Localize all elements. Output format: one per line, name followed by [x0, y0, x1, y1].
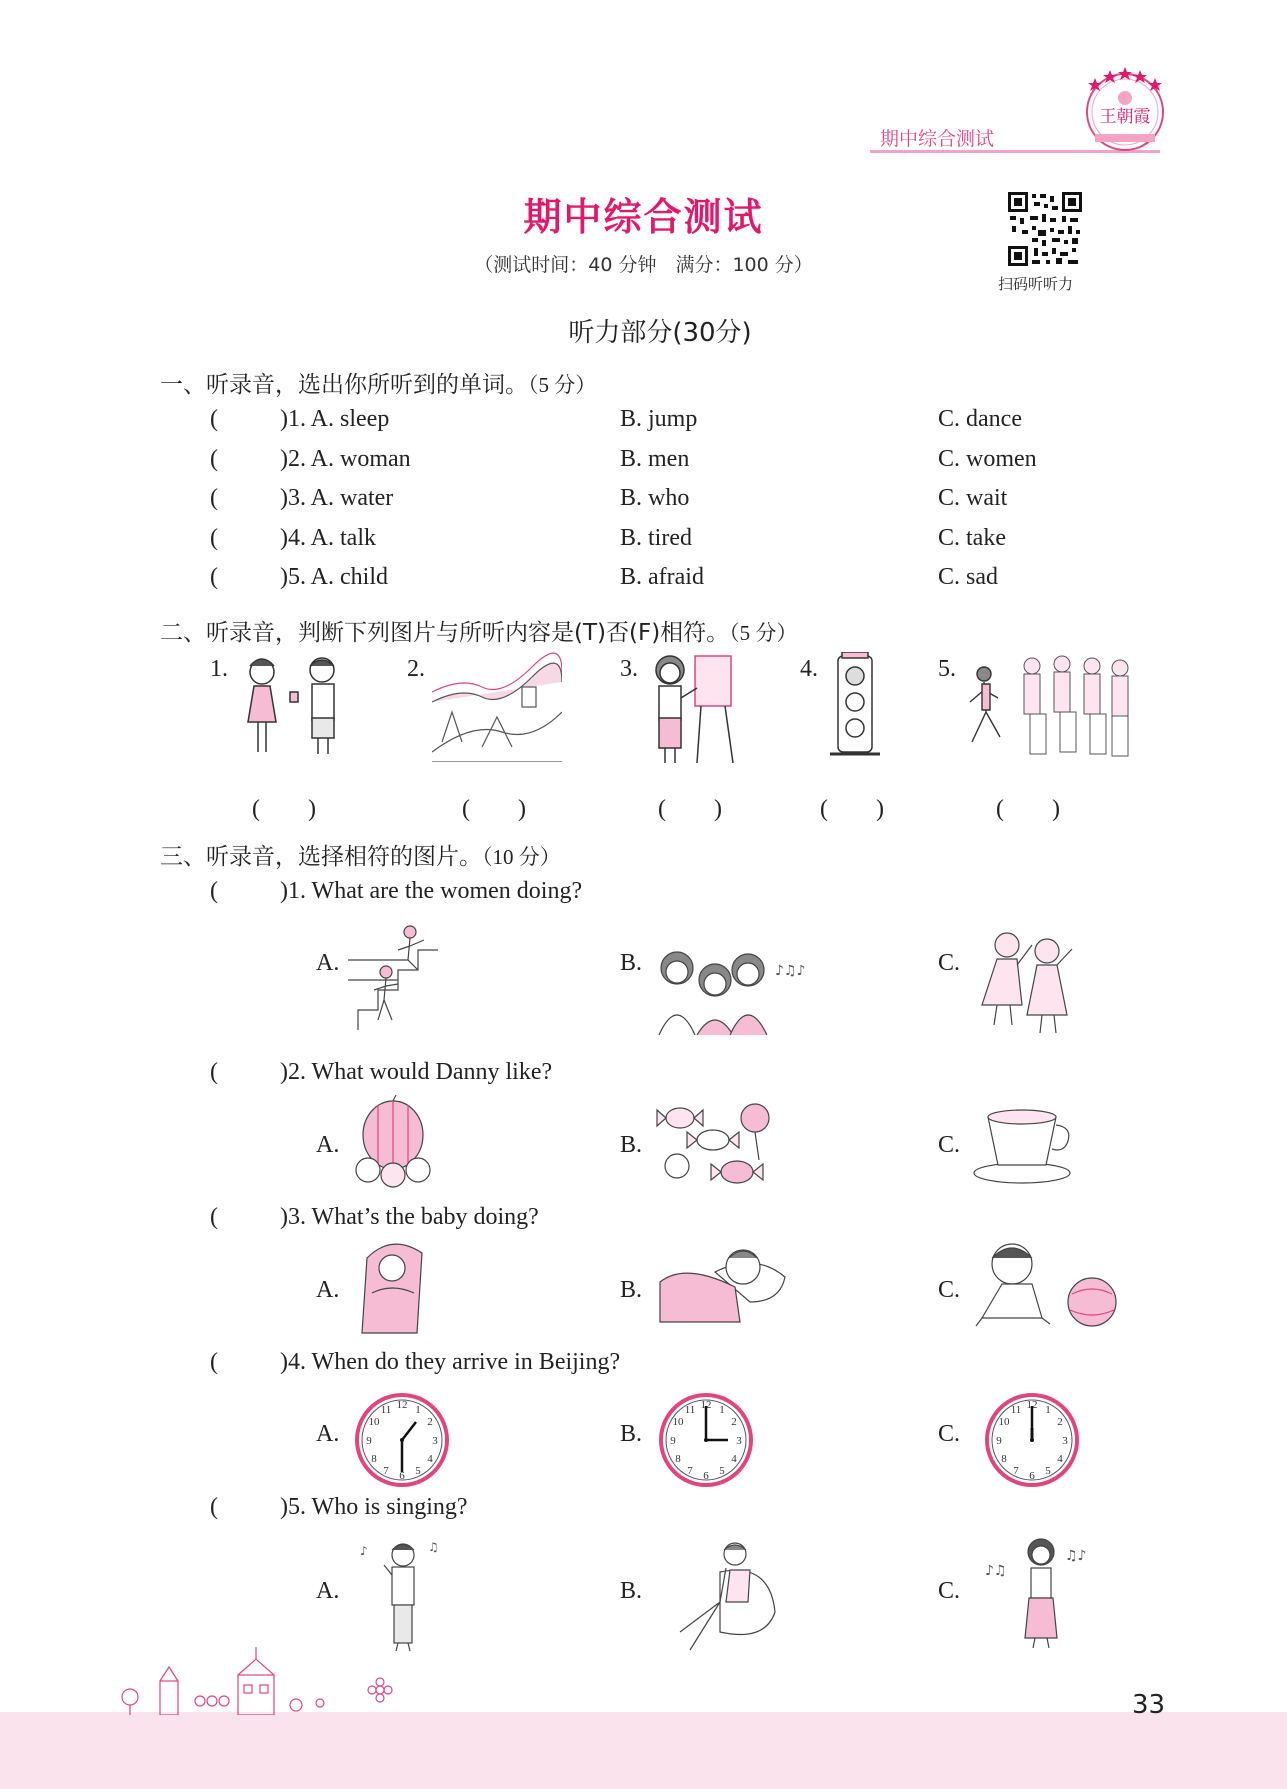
svg-text:8: 8 [371, 1453, 377, 1465]
option-a[interactable]: )2. A. woman [280, 446, 411, 472]
question-text: )1. What are the women doing? [280, 878, 583, 904]
section1-questions [210, 406, 1110, 606]
boy-painting-icon [645, 648, 745, 768]
question-text: )3. What’s the baby doing? [280, 1204, 539, 1230]
girl-singing-icon [985, 1530, 1095, 1650]
man-running-dancers-icon [962, 652, 1137, 772]
svg-text:11: 11 [380, 1404, 392, 1416]
picture-number: 2. [407, 656, 425, 682]
svg-text:♪♫♪: ♪♫♪ [775, 963, 806, 979]
option-label-b[interactable]: B. [620, 1578, 643, 1604]
clock-icon [658, 1392, 754, 1488]
svg-text:2: 2 [731, 1416, 737, 1428]
option-b[interactable]: B. jump [620, 406, 698, 432]
teacup-icon [970, 1105, 1075, 1185]
option-label-a[interactable]: A. [316, 1277, 340, 1303]
answer-paren-open[interactable]: ( [210, 446, 218, 472]
option-label-c[interactable]: C. [938, 1421, 961, 1447]
section1-points: （5 分） [528, 373, 597, 397]
picture-number: 1. [210, 656, 228, 682]
baby-crawling-ball-icon [972, 1238, 1122, 1333]
great-wall-icon [432, 652, 562, 762]
option-c[interactable]: C. wait [938, 485, 1008, 511]
man-singing-icon [358, 1535, 453, 1653]
option-label-a[interactable]: A. [316, 950, 340, 976]
svg-text:7: 7 [1013, 1465, 1019, 1477]
option-b[interactable]: B. men [620, 446, 690, 472]
women-dancing-icon [972, 925, 1082, 1035]
section1-row [210, 485, 1110, 525]
test-info: （测试时间：40 分钟 满分：100 分） [474, 254, 813, 276]
answer-blank[interactable]: ( ) [658, 796, 722, 822]
answer-blank[interactable]: ( ) [820, 796, 884, 822]
baby-sleeping-icon [655, 1232, 790, 1327]
option-c[interactable]: C. sad [938, 564, 998, 590]
option-a[interactable]: )1. A. sleep [280, 406, 390, 432]
woman-listening-music-icon [660, 1532, 785, 1654]
question-text: )4. When do they arrive in Beijing? [280, 1349, 621, 1375]
svg-text:♪♫: ♪♫ [985, 1563, 1007, 1579]
svg-text:5: 5 [719, 1465, 725, 1477]
answer-paren-open[interactable]: ( [210, 1059, 218, 1085]
question-text: )2. What would Danny like? [280, 1059, 553, 1085]
svg-text:9: 9 [996, 1435, 1002, 1447]
answer-blank[interactable]: ( ) [996, 796, 1060, 822]
option-a[interactable]: )4. A. talk [280, 525, 376, 551]
publisher-logo-icon [1075, 60, 1175, 160]
svg-text:9: 9 [366, 1435, 372, 1447]
svg-text:8: 8 [675, 1453, 681, 1465]
answer-paren-open[interactable]: ( [210, 878, 218, 904]
svg-text:2: 2 [1057, 1416, 1063, 1428]
option-label-b[interactable]: B. [620, 1132, 643, 1158]
answer-blank[interactable]: ( ) [252, 796, 316, 822]
picture-number: 5. [938, 656, 956, 682]
two-children-icon [232, 652, 352, 762]
logo-text: 王朝霞 [1099, 107, 1151, 127]
svg-text:6: 6 [1029, 1470, 1035, 1482]
svg-text:6: 6 [703, 1470, 709, 1482]
section1-row [210, 525, 1110, 565]
svg-text:3: 3 [432, 1435, 438, 1447]
qr-code-icon[interactable] [1006, 190, 1084, 268]
baby-swaddled-icon [352, 1238, 437, 1338]
answer-blank[interactable]: ( ) [462, 796, 526, 822]
option-label-b[interactable]: B. [620, 1277, 643, 1303]
option-label-a[interactable]: A. [316, 1421, 340, 1447]
answer-paren-open[interactable]: ( [210, 406, 218, 432]
svg-text:5: 5 [415, 1465, 421, 1477]
option-a[interactable]: )3. A. water [280, 485, 394, 511]
women-climbing-stairs-icon [348, 920, 448, 1035]
svg-text:4: 4 [427, 1453, 433, 1465]
option-c[interactable]: C. women [938, 446, 1037, 472]
option-label-c[interactable]: C. [938, 1277, 961, 1303]
option-label-c[interactable]: C. [938, 950, 961, 976]
traffic-light-icon [830, 652, 880, 767]
answer-paren-open[interactable]: ( [210, 564, 218, 590]
section1-row [210, 564, 1110, 604]
answer-paren-open[interactable]: ( [210, 1349, 218, 1375]
section2-points: （5 分） [729, 621, 798, 645]
svg-text:3: 3 [1062, 1435, 1068, 1447]
option-c[interactable]: C. take [938, 525, 1006, 551]
town-decoration-icon [120, 1645, 380, 1715]
option-c[interactable]: C. dance [938, 406, 1022, 432]
picture-number: 3. [620, 656, 638, 682]
svg-text:8: 8 [1001, 1453, 1007, 1465]
qr-caption: 扫码听听力 [998, 275, 1074, 293]
candies-icon [655, 1100, 780, 1190]
svg-text:9: 9 [670, 1435, 676, 1447]
option-label-b[interactable]: B. [620, 1421, 643, 1447]
svg-text:6: 6 [399, 1470, 405, 1482]
svg-text:11: 11 [1010, 1404, 1022, 1416]
picture-number: 4. [800, 656, 818, 682]
fruit-icon [348, 1095, 448, 1190]
svg-text:1: 1 [1045, 1404, 1051, 1416]
section3-title-text: 三、听录音，选择相符的图片。 [160, 844, 482, 870]
svg-text:4: 4 [731, 1453, 737, 1465]
tiny-flower-icon [360, 1670, 400, 1710]
answer-paren-open[interactable]: ( [210, 485, 218, 511]
option-b[interactable]: B. who [620, 485, 690, 511]
svg-text:4: 4 [1057, 1453, 1063, 1465]
svg-text:10: 10 [998, 1416, 1010, 1428]
page-title: 期中综合测试 [523, 195, 764, 239]
svg-text:7: 7 [383, 1465, 389, 1477]
svg-text:♫: ♫ [428, 1540, 439, 1554]
option-a[interactable]: )5. A. child [280, 564, 388, 590]
section1-row [210, 406, 1110, 446]
option-b[interactable]: B. afraid [620, 564, 704, 590]
section3-title [160, 838, 561, 871]
option-label-a[interactable]: A. [316, 1578, 340, 1604]
option-label-c[interactable]: C. [938, 1132, 961, 1158]
svg-text:12: 12 [1026, 1399, 1038, 1411]
svg-text:2: 2 [427, 1416, 433, 1428]
part-title: 听力部分(30分) [568, 318, 752, 348]
section3-points: （10 分） [482, 845, 561, 869]
svg-text:3: 3 [736, 1435, 742, 1447]
clock-icon [984, 1392, 1080, 1488]
page-number: 33 [1132, 1690, 1166, 1720]
women-singing-icon [655, 940, 830, 1035]
header-tag: 期中综合测试 [880, 128, 995, 150]
svg-text:1: 1 [719, 1404, 725, 1416]
answer-paren-open[interactable]: ( [210, 525, 218, 551]
section1-title-text: 一、听录音，选出你所听到的单词。 [160, 372, 528, 398]
svg-text:12: 12 [396, 1399, 408, 1411]
section1-row [210, 446, 1110, 486]
svg-text:♪: ♪ [360, 1544, 368, 1558]
svg-text:5: 5 [1045, 1465, 1051, 1477]
svg-text:12: 12 [700, 1399, 712, 1411]
svg-text:7: 7 [687, 1465, 693, 1477]
clock-icon [354, 1392, 450, 1488]
option-label-a[interactable]: A. [316, 1132, 340, 1158]
svg-text:10: 10 [368, 1416, 380, 1428]
svg-text:10: 10 [672, 1416, 684, 1428]
option-b[interactable]: B. tired [620, 525, 692, 551]
svg-text:1: 1 [415, 1404, 421, 1416]
answer-paren-open[interactable]: ( [210, 1494, 218, 1520]
section2-title-text: 二、听录音，判断下列图片与所听内容是(T)否(F)相符。 [160, 620, 730, 646]
svg-text:11: 11 [684, 1404, 696, 1416]
svg-text:♫♪: ♫♪ [1065, 1548, 1087, 1564]
section2-title [160, 614, 797, 647]
option-label-b[interactable]: B. [620, 950, 643, 976]
question-text: )5. Who is singing? [280, 1494, 468, 1520]
option-label-c[interactable]: C. [938, 1578, 961, 1604]
answer-paren-open[interactable]: ( [210, 1204, 218, 1230]
section1-title [160, 366, 596, 399]
footer-band [0, 1712, 1287, 1789]
